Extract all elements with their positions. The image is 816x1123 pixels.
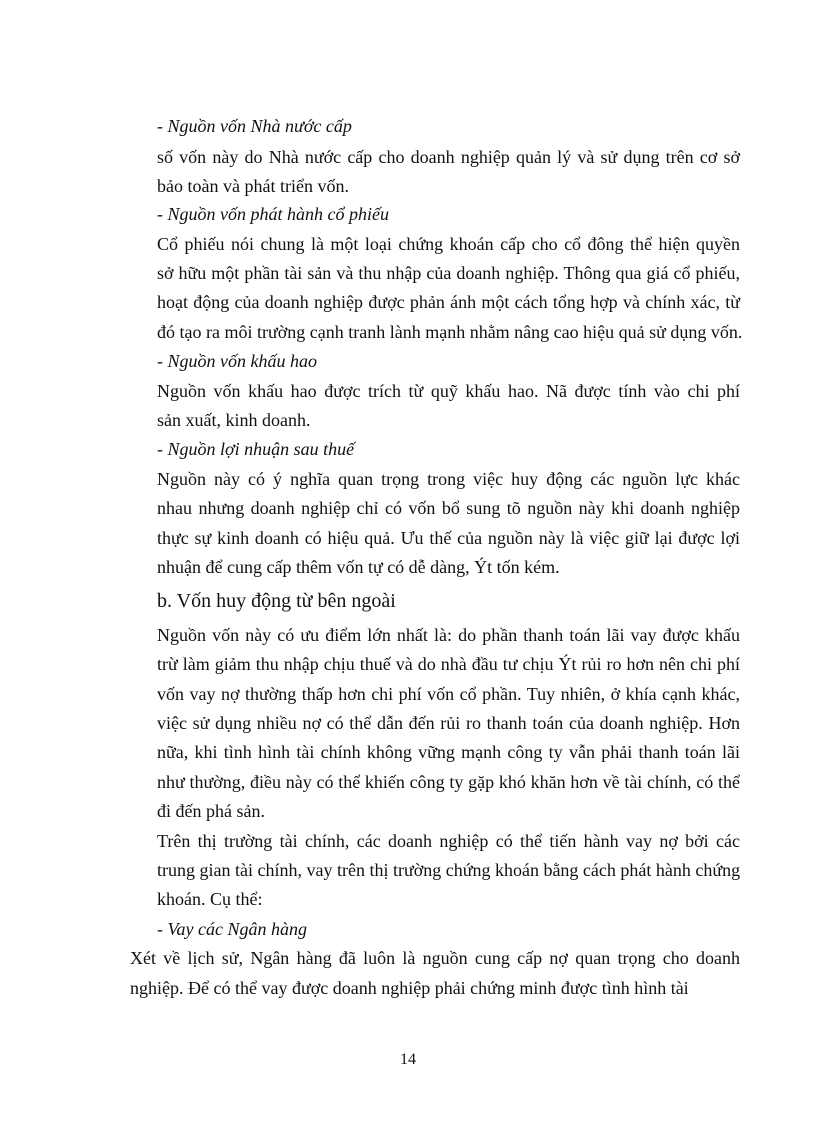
paragraph-line: nữa, khi tình hình tài chính không vững mạnh công ty vẫn phải thanh toán lãi [157, 742, 740, 762]
paragraph-line: nhuận để cung cấp thêm vốn tự có dễ dàng, Ýt tốn kém. [157, 557, 560, 577]
paragraph-line: Nguồn vốn này có ưu điểm lớn nhất là: do phần thanh toán lãi vay được khấu [157, 625, 740, 645]
paragraph-line: số vốn này do Nhà nước cấp cho doanh nghiệp quản lý và sử dụng trên cơ sở [157, 147, 740, 167]
subheading-share-issue: - Nguồn vốn phát hành cổ phiếu [157, 204, 389, 224]
paragraph-line: việc sử dụng nhiều nợ có thể dẫn đến rủi ro thanh toán của doanh nghiệp. Hơn [157, 713, 740, 733]
paragraph-line: thực sự kinh doanh có hiệu quả. Ưu thế của nguồn này là việc giữ lại được lợi [157, 528, 740, 548]
paragraph-line: trừ làm giảm thu nhập chịu thuế và do nhà đầu tư chịu Ýt rủi ro hơn nên chi phí [157, 654, 740, 674]
paragraph-line: hoạt động của doanh nghiệp được phản ánh một cách tổng hợp và chính xác, từ [157, 292, 740, 312]
paragraph-line: Xét về lịch sử, Ngân hàng đã luôn là nguồn cung cấp nợ quan trọng cho doanh [130, 948, 740, 968]
paragraph-line: nhau nhưng doanh nghiệp chỉ có vốn bổ sung tõ nguồn này khi doanh nghiệp [157, 498, 740, 518]
paragraph-line: sản xuất, kinh doanh. [157, 410, 311, 430]
paragraph-line: đó tạo ra môi trường cạnh tranh lành mạnh nhằm nâng cao hiệu quả sử dụng vốn. [157, 322, 743, 342]
paragraph-line: Nguồn vốn khấu hao được trích từ quỹ khấu hao. Nã được tính vào chi phí [157, 381, 740, 401]
section-heading-external: b. Vốn huy động từ bên ngoài [157, 590, 396, 612]
paragraph-line: bảo toàn và phát triển vốn. [157, 176, 349, 196]
subheading-depreciation: - Nguồn vốn khấu hao [157, 351, 317, 371]
paragraph-line: đi đến phá sản. [157, 801, 265, 821]
paragraph-line: vốn vay nợ thường thấp hơn chi phí vốn cổ phần. Tuy nhiên, ở khía cạnh khác, [157, 684, 740, 704]
subheading-bank-loans: - Vay các Ngân hàng [157, 919, 307, 939]
paragraph-line: khoán. Cụ thể: [157, 889, 263, 909]
page-number: 14 [400, 1051, 416, 1068]
paragraph-line: nghiệp. Để có thể vay được doanh nghiệp phải chứng minh được tình hình tài [130, 978, 689, 998]
subheading-retained-profit: - Nguồn lợi nhuận sau thuế [157, 439, 355, 459]
paragraph-line: Nguồn này có ý nghĩa quan trọng trong việc huy động các nguồn lực khác [157, 469, 740, 489]
paragraph-line: trung gian tài chính, vay trên thị trường chứng khoán bằng cách phát hành chứng [157, 860, 741, 880]
paragraph-line: Cổ phiếu nói chung là một loại chứng khoán cấp cho cổ đông thể hiện quyền [157, 234, 740, 254]
subheading-state-capital: - Nguồn vốn Nhà nước cấp [157, 116, 352, 136]
paragraph-line: Trên thị trường tài chính, các doanh nghiệp có thể tiến hành vay nợ bởi các [157, 831, 740, 851]
paragraph-line: như thường, điều này có thể khiến công ty gặp khó khăn hơn về tài chính, có thể [157, 772, 740, 792]
paragraph-line: sở hữu một phần tài sản và thu nhập của doanh nghiệp. Thông qua giá cổ phiếu, [157, 263, 740, 283]
